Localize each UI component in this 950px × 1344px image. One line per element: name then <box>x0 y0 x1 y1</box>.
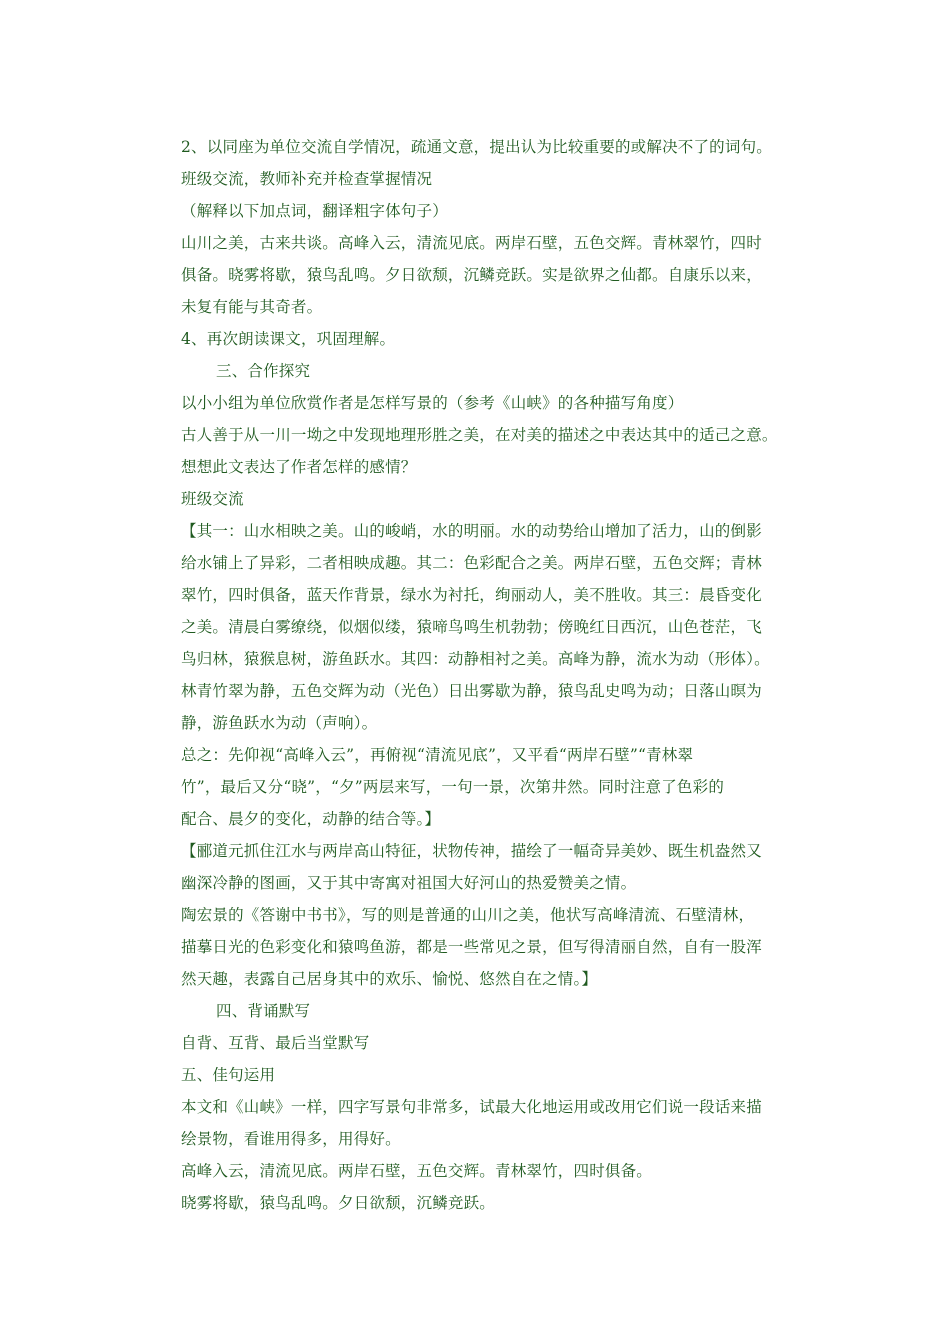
text-line: 班级交流 <box>181 490 244 508</box>
text-line: 幽深冷静的图画，又于其中寄寓对祖国大好河山的热爱赞美之情。 <box>181 874 637 892</box>
text-line: 山川之美，古来共谈。高峰入云，清流见底。两岸石壁，五色交辉。青林翠竹，四时 <box>181 234 762 252</box>
text-line: 本文和《山峡》一样，四字写景句非常多，试最大化地运用或改用它们说一段话来描 <box>181 1098 762 1116</box>
text-line: 高峰入云，清流见底。两岸石壁，五色交辉。青林翠竹，四时俱备。 <box>181 1162 653 1180</box>
text-line: 陶宏景的《答谢中书书》，写的则是普通的山川之美，他状写高峰清流、石壁清林， <box>181 906 755 924</box>
text-line: 描摹日光的色彩变化和猿鸣鱼游，都是一些常见之景，但写得清丽自然，自有一股浑 <box>181 938 762 956</box>
text-line: 翠竹，四时俱备，蓝天作背景，绿水为衬托，绚丽动人，美不胜收。其三：晨昏变化 <box>181 586 762 604</box>
text-line: 想想此文表达了作者怎样的感情？ <box>181 458 417 476</box>
text-line: 班级交流，教师补充并检查掌握情况 <box>181 170 433 188</box>
text-line: 未复有能与其奇者。 <box>181 298 323 316</box>
text-line: （解释以下加点词，翻译粗字体句子） <box>181 202 448 220</box>
text-line: 静，游鱼跃水为动（声响）。 <box>181 714 378 732</box>
section-heading: 四、背诵默写 <box>216 1002 311 1020</box>
text-line: 竹”，最后又分“晓”，“夕”两层来写，一句一景，次第井然。同时注意了色彩的 <box>181 778 725 796</box>
text-line: 晓雾将歇，猿鸟乱鸣。夕日欲颓，沉鳞竞跃。 <box>181 1194 496 1212</box>
text-line: 然天趣，表露自己居身其中的欢乐、愉悦、悠然自在之情。】 <box>181 970 598 988</box>
text-line: 2、以同座为单位交流自学情况，疏通文意，提出认为比较重要的或解决不了的词句。 <box>181 138 772 156</box>
text-line: 4、再次朗读课文，巩固理解。 <box>181 330 396 348</box>
section-heading: 三、合作探究 <box>216 362 311 380</box>
text-line: 给水铺上了异彩，二者相映成趣。其二：色彩配合之美。两岸石壁，五色交辉；青林 <box>181 554 762 572</box>
section-heading: 五、佳句运用 <box>181 1066 276 1084</box>
text-line: 之美。清晨白雾缭绕，似烟似缕，猿啼鸟鸣生机勃勃；傍晚红日西沉，山色苍茫，飞 <box>181 618 762 636</box>
text-line: 古人善于从一川一坳之中发现地理形胜之美，在对美的描述之中表达其中的适己之意。 <box>181 426 778 444</box>
text-line: 林青竹翠为静，五色交辉为动（光色）日出雾歇为静，猿鸟乱史鸣为动；日落山暝为 <box>181 682 762 700</box>
text-line: 绘景物，看谁用得多，用得好。 <box>181 1130 401 1148</box>
text-line: 鸟归林，猿猴息树，游鱼跃水。其四：动静相衬之美。高峰为静，流水为动（形体）。 <box>181 650 770 668</box>
text-line: 【其一：山水相映之美。山的峻峭，水的明丽。水的动势给山增加了活力，山的倒影 <box>181 522 762 540</box>
text-line: 【郦道元抓住江水与两岸高山特征，状物传神，描绘了一幅奇异美妙、既生机盎然又 <box>181 842 762 860</box>
text-line: 以小小组为单位欣赏作者是怎样写景的（参考《山峡》的各种描写角度） <box>181 394 684 412</box>
text-line: 配合、晨夕的变化，动静的结合等。】 <box>181 810 441 828</box>
text-line: 总之：先仰视“高峰入云”，再俯视“清流见底”，又平看“两岸石壁”“青林翠 <box>181 746 694 764</box>
text-line: 自背、互背、最后当堂默写 <box>181 1034 370 1052</box>
text-line: 俱备。晓雾将歇，猿鸟乱鸣。夕日欲颓，沉鳞竞跃。实是欲界之仙都。自康乐以来， <box>181 266 762 284</box>
